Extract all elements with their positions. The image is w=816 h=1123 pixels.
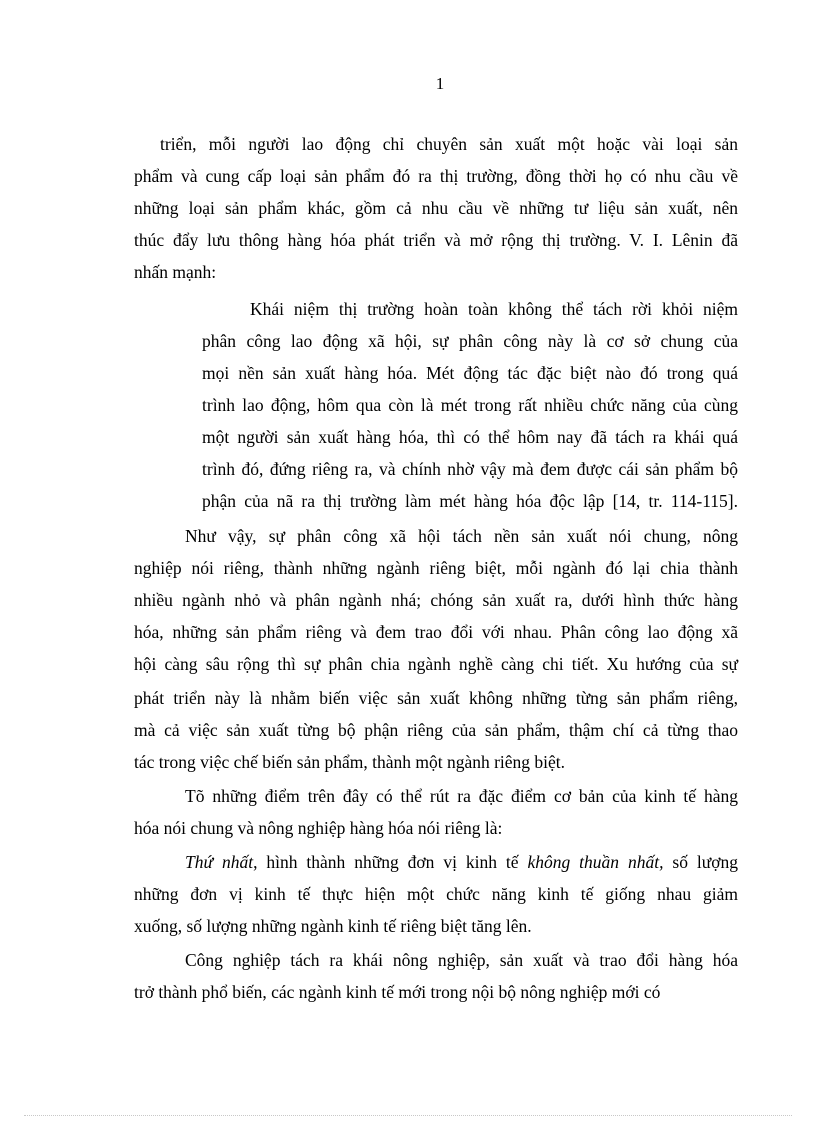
lead-text: , hình thành những đơn vị kinh tế [253,852,528,872]
paragraph-line: phát triển này là nhằm biến việc sản xuất không những từng sản phẩm riêng, [134,688,738,708]
paragraph-line: trở thành phổ biến, các ngành kinh tế mới trong nội bộ nông nghiệp mới có [134,982,661,1002]
quote-line: phân công lao động xã hội, sự phân công này là cơ sở chung của [202,331,738,351]
page-number: 1 [435,74,445,93]
paragraph-line [185,851,738,873]
paragraph-line: hóa nói chung và nông nghiệp hàng hóa nói riêng là: [134,818,503,838]
lead-tail: số lượng [663,852,738,872]
paragraph-line: mà cả việc sản xuất từng bộ phận riêng của sản phẩm, thậm chí cả từng thao [134,720,738,740]
paragraph-line: Như vậy, sự phân công xã hội tách nền sản xuất nói chung, nông [185,526,738,546]
emphasis-first: Thứ nhất [185,852,254,872]
paragraph-line: hóa, những sản phẩm riêng và đem trao đổi với nhau. Phân công lao động xã [134,622,738,642]
paragraph-line: tác trong việc chế biến sản phẩm, thành một ngành riêng biệt. [134,752,566,772]
paragraph-line: xuống, số lượng những ngành kinh tế riêng biệt tăng lên. [134,916,532,936]
quote-line: Khái niệm thị trường hoàn toàn không thể tách rời khỏi niệm [250,299,738,319]
quote-line: trình lao động, hôm qua còn là mét trong rất nhiều chức năng của cùng [202,395,738,415]
intro-line: nhấn mạnh: [134,262,217,282]
page-bottom-rule [24,1115,792,1116]
intro-line: những loại sản phẩm khác, gồm cả nhu cầu về những tư liệu sản xuất, nên [134,198,738,218]
paragraph-line: nghiệp nói riêng, thành những ngành riêng biệt, mỗi ngành đó lại chia thành [134,558,738,578]
paragraph-line: những đơn vị kinh tế thực hiện một chức năng kinh tế giống nhau giảm [134,884,738,904]
quote-line: mọi nền sản xuất hàng hóa. Mét động tác đặc biệt nào đó trong quá [202,363,738,383]
emphasis-heterogeneous: không thuần nhất, [527,852,664,872]
paragraph-line: nhiều ngành nhỏ và phân ngành nhá; chóng sản xuất ra, dưới hình thức hàng [134,590,738,610]
intro-line: thúc đẩy lưu thông hàng hóa phát triển và mở rộng thị trường. V. I. Lênin đã [134,230,738,250]
intro-line: phẩm và cung cấp loại sản phẩm đó ra thị trường, đồng thời họ có nhu cầu về [134,166,738,186]
paragraph-line: hội càng sâu rộng thì sự phân chia ngành nghề càng chi tiết. Xu hướng của sự [134,654,738,674]
intro-line: triển, mỗi người lao động chỉ chuyên sản xuất một hoặc vài loại sản [160,134,738,154]
quote-line: phận của nã ra thị trường làm mét hàng hóa độc lập [14, tr. 114-115]. [202,491,738,511]
quote-line: trình đó, đứng riêng ra, và chính nhờ vậy mà đem được cái sản phẩm bộ [202,459,738,479]
paragraph-line: Tõ những điểm trên đây có thể rút ra đặc điểm cơ bản của kinh tế hàng [185,786,738,806]
paragraph-line: Công nghiệp tách ra khái nông nghiệp, sản xuất và trao đổi hàng hóa [185,950,738,970]
quote-line: một người sản xuất hàng hóa, thì có thể hôm nay đã tách ra khái quá [202,427,738,447]
